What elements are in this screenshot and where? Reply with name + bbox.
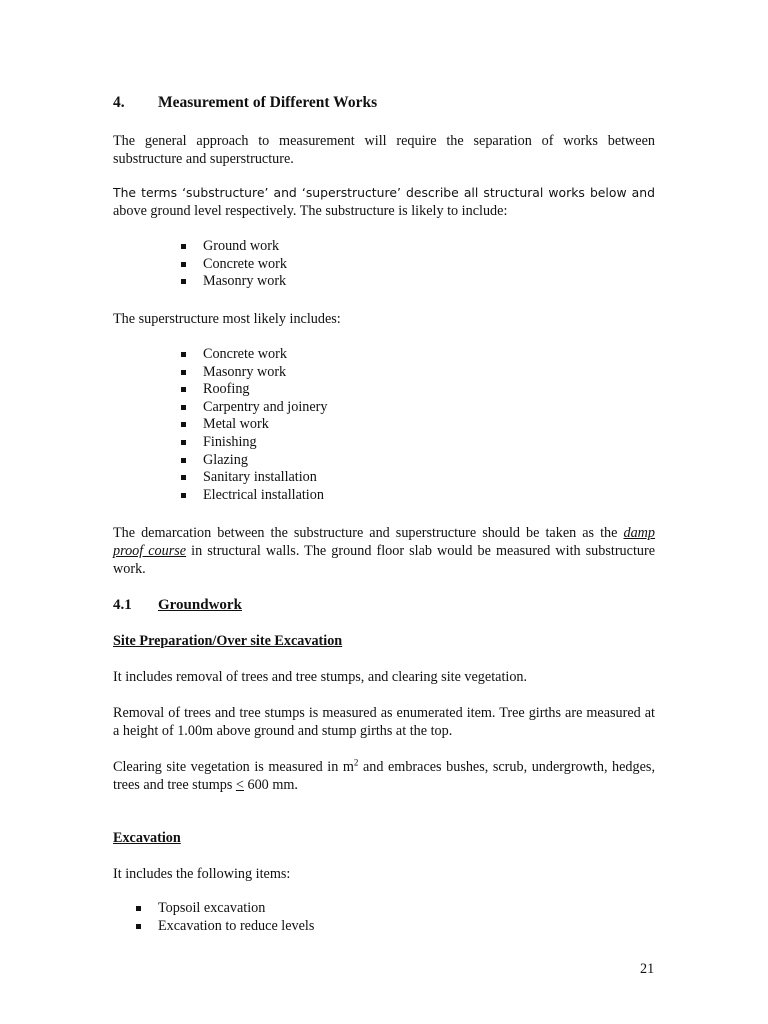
paragraph-demarcation: [113, 524, 655, 578]
paragraph-intro: The general approach to measurement will require the separation of works between substructure and superstructure.: [113, 133, 655, 167]
list-item: Electrical installation: [203, 487, 328, 505]
list-item: Glazing: [203, 452, 328, 470]
paragraph-clearing-vegetation: [113, 758, 655, 794]
list-item: Excavation to reduce levels: [158, 917, 315, 934]
paragraph-terms: [113, 184, 655, 220]
paragraph-site-prep-includes: It includes removal of trees and tree stumps, and clearing site vegetation.: [113, 669, 528, 685]
paragraph-tree-removal: Removal of trees and tree stumps is measured as enumerated item. Tree girths are measured at a height of 1.00m above ground and stump girths at the top.: [113, 705, 655, 739]
list-item: Carpentry and joinery: [203, 398, 328, 415]
list-item: Masonry work: [203, 364, 328, 382]
clearing-text-before: Clearing site vegetation is measured in m: [113, 759, 354, 775]
clearing-text-after: and embraces bushes, scrub, undergrowth, hedges, trees and tree stumps: [113, 759, 655, 793]
list-item: Concrete work: [203, 255, 287, 272]
demarcation-text-after: in structural walls. The ground floor slab would be measured with substructure work.: [113, 543, 656, 577]
list-item: Finishing: [203, 434, 328, 452]
list-item: Topsoil excavation: [158, 900, 314, 918]
site-preparation-heading: Site Preparation/Over site Excavation: [113, 633, 343, 649]
paragraph-terms-line2: above ground level respectively. The substructure is likely to include:: [113, 203, 508, 219]
section-4-heading: [113, 94, 377, 112]
section-number: 4.1: [113, 597, 132, 613]
demarcation-text-before: The demarcation between the substructure and superstructure should be taken as the: [113, 525, 618, 541]
excavation-heading: Excavation: [113, 830, 181, 846]
section-4-1-heading: [113, 596, 242, 614]
squared-superscript: 2: [353, 757, 359, 768]
excavation-list: [158, 900, 314, 935]
clearing-text-end: 600 mm.: [243, 777, 298, 793]
paragraph-excavation-intro: It includes the following items:: [113, 866, 291, 882]
page-number: 21: [640, 961, 655, 977]
list-item: Concrete work: [203, 346, 328, 364]
paragraph-terms-line1: The terms ‘substructure’ and ‘superstructure’ describe all structural works below and: [113, 185, 655, 200]
list-item: Metal work: [203, 416, 328, 434]
list-item: Ground work: [203, 238, 287, 256]
less-equal-symbol: <: [235, 777, 244, 793]
section-number: 4.: [113, 94, 125, 111]
damp-proof-course-term: damp proof course: [113, 525, 656, 559]
list-item: Masonry work: [203, 273, 287, 290]
document-page: [113, 0, 655, 1024]
substructure-list: [203, 238, 287, 291]
section-title: Groundwork: [158, 597, 242, 613]
list-item: Roofing: [203, 381, 328, 399]
paragraph-superstructure: The superstructure most likely includes:: [113, 311, 341, 327]
list-item: Sanitary installation: [203, 469, 328, 487]
section-title: Measurement of Different Works: [158, 94, 378, 111]
superstructure-list: [203, 346, 328, 504]
